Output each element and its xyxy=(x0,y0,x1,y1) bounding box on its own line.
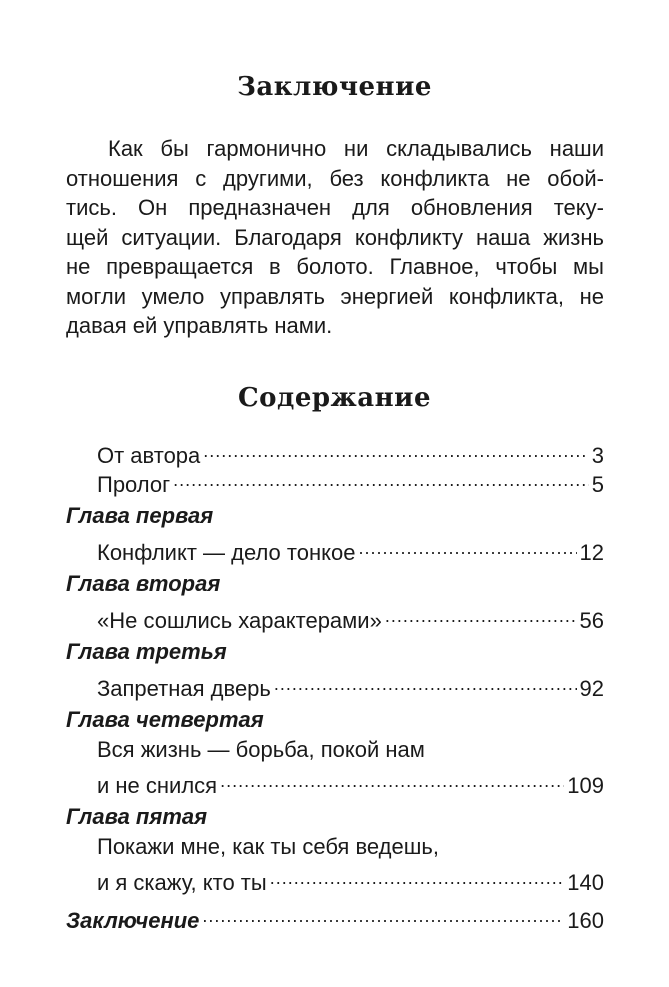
toc-leader-dots xyxy=(385,599,577,628)
toc-entry-title: От автора xyxy=(97,443,201,468)
toc-page-number: 140 xyxy=(567,870,604,895)
paragraph-line: давая ей управлять нами. xyxy=(66,313,333,338)
toc-page-number: 12 xyxy=(579,540,604,565)
chapter-heading: Глава пятая xyxy=(66,804,208,829)
toc-entry-title: Запретная дверь xyxy=(97,676,271,701)
toc-entry-title-line: Вся жизнь — борьба, покой нам xyxy=(97,737,425,762)
toc-page-number: 3 xyxy=(591,443,604,468)
toc-entry-conclusion[interactable] xyxy=(66,899,604,933)
toc-leader-dots xyxy=(358,531,576,560)
paragraph-line: тись. Он предназначен для обновления теку- xyxy=(66,195,604,220)
paragraph-line: могли умело управлять энергией конфликта, не xyxy=(66,283,604,309)
toc-entry-title: и не снился xyxy=(97,773,218,798)
conclusion-heading: Заключение xyxy=(237,72,432,102)
toc-entry-title: Заключение xyxy=(66,908,200,933)
toc-page-number: 5 xyxy=(591,472,604,497)
toc-entry-title: и я скажу, кто ты xyxy=(97,870,267,895)
toc-leader-dots xyxy=(173,463,589,492)
chapter-heading: Глава первая xyxy=(66,503,214,528)
chapter-heading: Глава четвертая xyxy=(66,707,264,732)
toc-page-number: 56 xyxy=(579,608,604,633)
toc-page-number: 160 xyxy=(567,908,604,933)
toc-leader-dots xyxy=(274,667,577,696)
toc-entry-title: «Не сошлись характерами» xyxy=(97,608,382,633)
toc-entry-chapter-5[interactable] xyxy=(66,861,604,895)
toc-page-number: 92 xyxy=(579,676,604,701)
toc-leader-dots xyxy=(202,899,564,928)
toc-entry-title: Пролог xyxy=(97,472,171,497)
contents-heading: Содержание xyxy=(237,383,432,413)
conclusion-paragraph xyxy=(66,134,604,341)
toc-entry-title-line: Покажи мне, как ты себя ведешь, xyxy=(97,834,439,859)
toc-entry-from-author[interactable] xyxy=(66,434,604,468)
toc-entry-chapter-3[interactable] xyxy=(66,667,604,701)
toc-leader-dots xyxy=(220,764,564,793)
toc-entry-chapter-1[interactable] xyxy=(66,531,604,565)
paragraph-line: щей ситуации. Благодаря конфликту наша жизнь xyxy=(66,224,604,250)
paragraph-line: не превращается в болото. Главное, чтобы мы xyxy=(66,254,604,279)
toc-leader-dots xyxy=(270,861,565,890)
paragraph-line: отношения с другими, без конфликта не обой- xyxy=(66,165,604,191)
toc-entry-chapter-2[interactable] xyxy=(66,599,604,633)
toc-entry-title: Конфликт — дело тонкое xyxy=(97,540,356,565)
table-of-contents xyxy=(66,434,604,933)
toc-leader-dots xyxy=(203,434,588,463)
chapter-heading: Глава вторая xyxy=(66,571,221,596)
toc-entry-chapter-4[interactable] xyxy=(66,764,604,798)
chapter-heading: Глава третья xyxy=(66,639,227,664)
paragraph-line: Как бы гармонично ни складывались наши xyxy=(108,136,604,161)
toc-page-number: 109 xyxy=(567,773,604,798)
